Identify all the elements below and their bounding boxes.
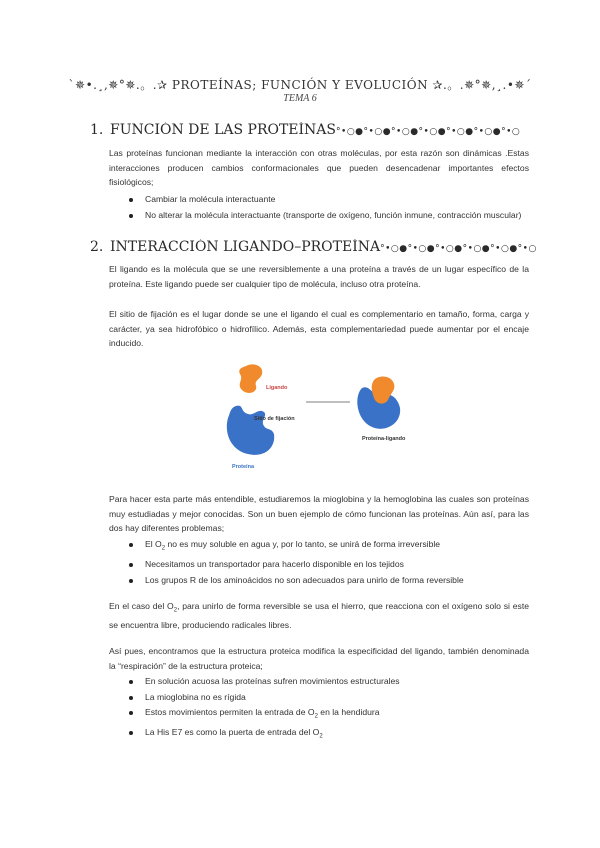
list-item: La mioglobina no es rígida [109,690,539,706]
list-item: Los grupos R de los aminoácidos no son adecuados para unirlo de forma reversible [109,573,539,589]
list-item: La His E7 es como la puerta de entrada del $O_2$ [109,725,539,745]
title-text: PROTEÍNAS; FUNCIÓN Y EVOLUCIÓN [171,78,429,92]
section1-number: 1. [90,122,104,138]
section2-heading-deco: °•○●°•○●°•○●°•○●°•○●°•○ [380,244,537,254]
section2-paragraph3: Para hacer esta parte más entendible, estudiaremos la mioglobina y la hemoglobina las cuales son proteínas muy estudiadas y mejor conocidas. Son un buen ejemplo de cómo funcionan las proteínas. Aún así, para las dos hay diferentes problemas; [109,494,529,533]
section1-bullet-list [109,192,539,223]
list-item: En solución acuosa las proteínas sufren movimientos estructurales [109,674,539,690]
list-item: No alterar la molécula interactuante (transporte de oxígeno, función inmune, contracción muscular) [109,208,539,224]
ligand-label: Ligando [266,385,288,391]
list-item: Necesitamos un transportador para hacerlo disponible en los tejidos [109,557,539,573]
list-item: El $O_2$ no es muy soluble en agua y, por lo tanto, se unirá de forma irreversible [109,537,539,557]
section1-heading [90,122,550,138]
section2-paragraph1: El ligando es la molécula que se une reversiblemente a una proteína a través de un lugar específico de la proteína. Este ligando puede ser cualquier tipo de molécula, incluso otra proteína. [109,264,529,289]
complex-label: Proteína-ligando [362,436,406,442]
section2-bullet-list2 [109,674,539,745]
document-title [0,76,600,93]
section2-heading [90,239,550,255]
section2-number: 2. [90,239,104,255]
document-subtitle: TEMA 6 [283,93,317,104]
ligand-shape [239,364,262,393]
section2-paragraph2: El sitio de fijación es el lugar donde se une el ligando el cual es complementario en tamaño, forma, carga y carácter, ya sea hidrofóbico o hidrofílico. Además, esta complementariedad puede aumentar por el encaje inducido. [109,309,529,348]
list-item: Cambiar la molécula interactuante [109,192,539,208]
ligand-protein-figure [210,358,410,478]
section2-paragraph4: En el caso del $O_2$, para unirlo de forma reversible se usa el hierro, que reacciona con el oxígeno solo si este se encuentra libre, produciendo radicales libres. [109,601,529,631]
list-item: Estos movimientos permiten la entrada de $O_2$ en la hendidura [109,705,539,725]
binding-site-label: Sitio de fijación [254,416,295,422]
section2-heading-text: INTERACCIÓN LIGANDO–PROTEÍNA [110,239,381,255]
title-deco-right: ✰.。.✵°✵,¸.•✵´ [432,78,532,92]
section1-heading-deco: °•○●°•○●°•○●°•○●°•○●°•○●°•○ [336,127,521,137]
section1-paragraph: Las proteínas funcionan mediante la interacción con otras moléculas, por esta razón son dinámicas .Estas interacciones producen cambios conformacionales que pueden desencadenar importantes efectos fisiológicos; [109,148,529,187]
section1-heading-text: FUNCIÓN DE LAS PROTEÍNAS [110,122,337,138]
protein-label: Proteína [232,464,255,470]
ligand-protein-diagram [210,358,410,478]
section2-paragraph5: Así pues, encontramos que la estructura proteica modifica la especificidad del ligando, también denominada la “respiración” de la estructura proteica; [109,646,529,671]
protein-shape [227,406,274,455]
title-deco-left: `✵•.¸,✵°✵.。.✰ [68,78,168,92]
section2-bullet-list1 [109,537,539,588]
